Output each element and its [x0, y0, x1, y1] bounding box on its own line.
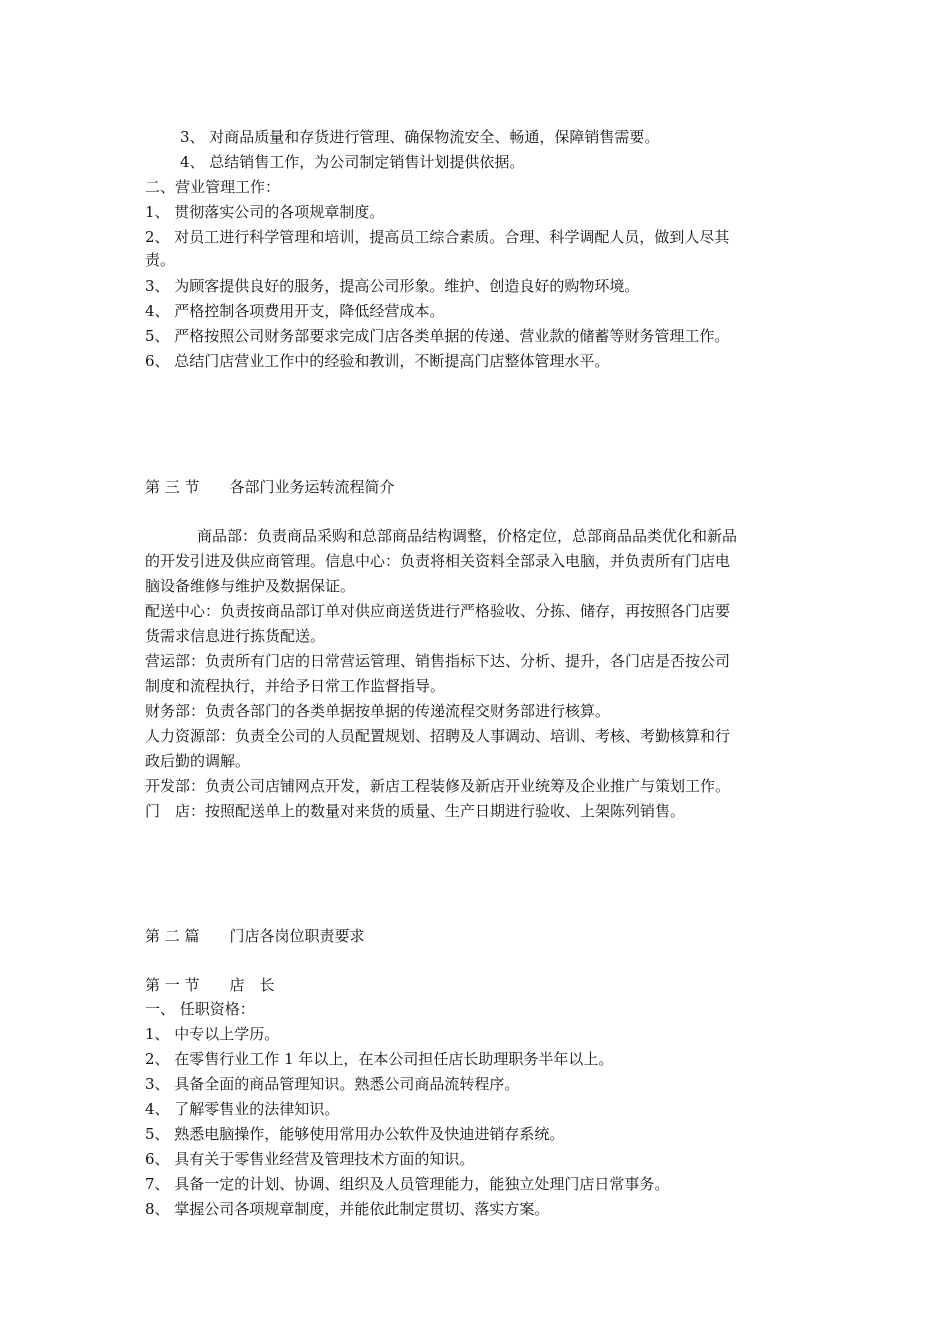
paragraph-line: 脑设备维修与维护及数据保证。: [145, 577, 356, 595]
section-1-heading: [145, 975, 815, 995]
list-item: 7、 具备一定的计划、协调、组织及人员管理能力，能独立处理门店日常事务。: [145, 1175, 670, 1193]
list-item: 1、 中专以上学历。: [145, 1025, 280, 1043]
paragraph-line: 制度和流程执行，并给予日常工作监督指导。: [145, 677, 446, 695]
list-item: 2、 在零售行业工作 1 年以上，在本公司担任店长助理职务半年以上。: [145, 1050, 614, 1068]
paragraph-line: 门 店：按照配送单上的数量对来货的质量、生产日期进行验收、上架陈列销售。: [145, 802, 686, 820]
paragraph-line: 开发部：负责公司店铺网点开发，新店工程装修及新店开业统筹及企业推广与策划工作。: [145, 777, 731, 795]
list-item: 6、 具有关于零售业经营及管理技术方面的知识。: [145, 1150, 475, 1168]
list-item: 4、 严格控制各项费用开支，降低经营成本。: [145, 302, 445, 320]
section-1-label: 第 一 节: [145, 976, 200, 994]
paragraph-line: 商品部：负责商品采购和总部商品结构调整，价格定位，总部商品品类优化和新品: [197, 527, 738, 545]
list-item: 3、 为顾客提供良好的服务，提高公司形象。维护、创造良好的购物环境。: [145, 277, 640, 295]
paragraph-line: 营运部：负责所有门店的日常营运管理、销售指标下达、分析、提升，各门店是否按公司: [145, 652, 731, 670]
list-item: 5、 严格按照公司财务部要求完成门店各类单据的传递、营业款的储蓄等财务管理工作。: [145, 327, 730, 345]
section-3-heading: [145, 477, 815, 497]
list-item: 4、 了解零售业的法律知识。: [145, 1100, 340, 1118]
paragraph-line: 财务部：负责各部门的各类单据按单据的传递流程交财务部进行核算。: [145, 702, 611, 720]
section-1-title: 店 长: [229, 976, 275, 994]
list-item-continuation: 责。: [145, 251, 176, 269]
list-item: 2、 对员工进行科学管理和培训，提高员工综合素质。合理、科学调配人员，做到人尽其: [145, 228, 730, 246]
paragraph-line: 的开发引进及供应商管理。信息中心：负责将相关资料全部录入电脑，并负责所有门店电: [145, 552, 731, 570]
part-2-label: 第 二 篇: [145, 927, 200, 945]
section-3-label: 第 三 节: [145, 478, 200, 496]
list-item: 6、 总结门店营业工作中的经验和教训，不断提高门店整体管理水平。: [145, 352, 610, 370]
list-item: 8、 掌握公司各项规章制度，并能依此制定贯切、落实方案。: [145, 1200, 550, 1218]
paragraph-line: 货需求信息进行拣货配送。: [145, 627, 326, 645]
part-2-heading: [145, 926, 815, 946]
part-2-title: 门店各岗位职责要求: [229, 927, 365, 945]
list-item: 1、 贯彻落实公司的各项规章制度。: [145, 203, 385, 221]
list-item: 3、 对商品质量和存货进行管理、确保物流安全、畅通，保障销售需要。: [180, 128, 660, 146]
section-heading: 二、营业管理工作：: [145, 178, 281, 196]
subsection-heading: 一、 任职资格：: [145, 1000, 255, 1018]
paragraph-line: 配送中心：负责按商品部订单对供应商送货进行严格验收、分拣、储存，再按照各门店要: [145, 602, 731, 620]
list-item: 4、 总结销售工作，为公司制定销售计划提供依据。: [180, 153, 525, 171]
paragraph-line: 政后勤的调解。: [145, 752, 251, 770]
paragraph-line: 人力资源部：负责全公司的人员配置规划、招聘及人事调动、培训、考核、考勤核算和行: [145, 727, 731, 745]
list-item: 5、 熟悉电脑操作，能够使用常用办公软件及快迪进销存系统。: [145, 1125, 565, 1143]
list-item: 3、 具备全面的商品管理知识。熟悉公司商品流转程序。: [145, 1075, 520, 1093]
section-3-title: 各部门业务运转流程简介: [229, 478, 395, 496]
